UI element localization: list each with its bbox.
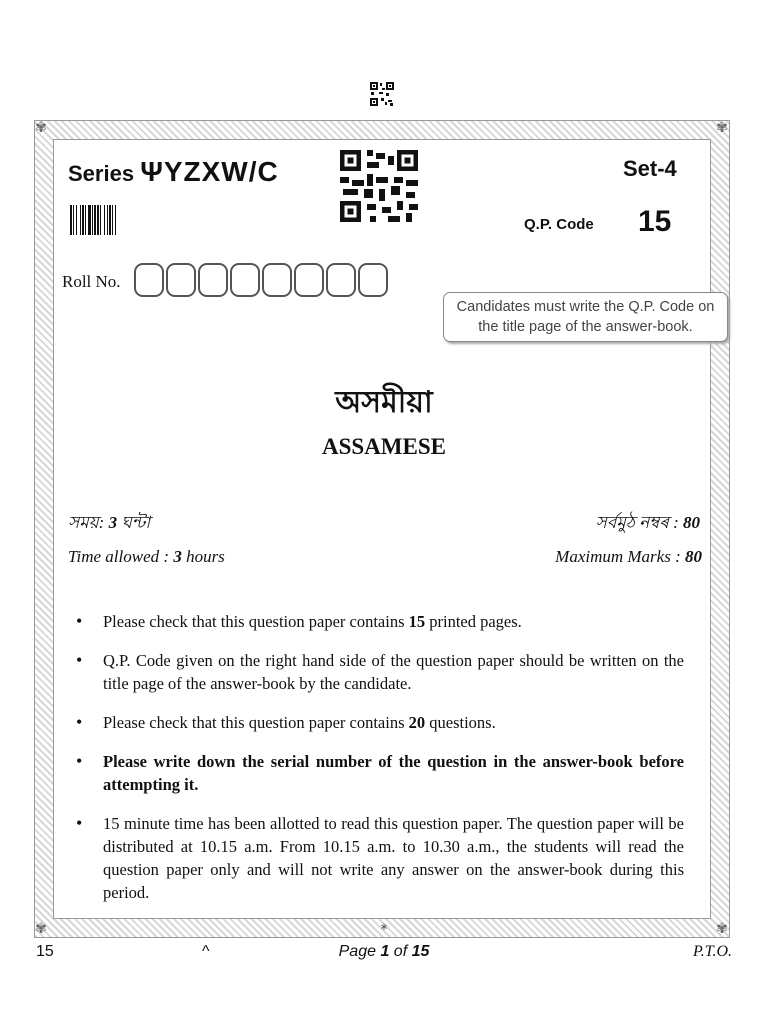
instruction-text: Please check that this question paper contains <box>103 612 409 631</box>
qp-code-value: 15 <box>638 205 672 238</box>
series-word: Series <box>68 161 135 186</box>
instructions-list <box>76 610 684 920</box>
page-number <box>0 943 768 961</box>
max-marks-assamese <box>596 510 700 538</box>
page-current: 1 <box>380 943 390 960</box>
time-assamese-label: সময়: <box>68 513 109 532</box>
list-item <box>76 812 684 904</box>
qp-code-label: Q.P. Code <box>524 216 594 233</box>
time-value: 3 <box>173 547 182 566</box>
instruction-text: Please check that this question paper contains <box>103 713 409 732</box>
instruction-text: printed pages. <box>425 612 522 631</box>
instruction-text: Q.P. Code given on the right hand side of the question paper should be written on the title page of the answer-book by the candidate. <box>103 651 684 693</box>
subject-title-assamese: অসমীয়া <box>335 385 433 420</box>
footer-caret: ^ <box>202 943 210 960</box>
marks-assamese-value: 80 <box>683 513 700 532</box>
list-item <box>76 610 684 633</box>
instruction-page-count: 15 <box>408 612 426 631</box>
roll-number-box[interactable] <box>198 263 228 297</box>
roll-number-boxes <box>134 263 390 297</box>
roll-number-box[interactable] <box>134 263 164 297</box>
flower-ornament-icon: ✾ <box>35 921 47 937</box>
page-of: of <box>389 943 412 960</box>
qp-code-notice: Candidates must write the Q.P. Code on the title page of the answer-book. <box>443 292 728 342</box>
qr-code-icon <box>340 150 418 222</box>
roll-number-box[interactable] <box>294 263 324 297</box>
series-label <box>68 156 279 188</box>
flower-ornament-icon: ✾ <box>35 120 47 136</box>
series-code: ΨYZXW/C <box>140 156 279 187</box>
flower-ornament-icon: ✾ <box>716 921 728 937</box>
list-item <box>76 750 684 796</box>
roll-number-box[interactable] <box>326 263 356 297</box>
end-star: * <box>380 922 388 938</box>
instruction-text-bold: Please write down the serial number of the question in the answer-book before attempting it. <box>103 752 684 794</box>
time-label: Time allowed : <box>68 547 174 566</box>
flower-ornament-icon: ✾ <box>716 120 728 136</box>
marks-value: 80 <box>685 547 702 566</box>
time-assamese-unit: ঘন্টা <box>117 513 151 532</box>
time-allowed <box>68 547 225 567</box>
instruction-text: questions. <box>425 713 496 732</box>
roll-number-box[interactable] <box>262 263 292 297</box>
subject-title-english: ASSAMESE <box>322 434 446 459</box>
roll-number-box[interactable] <box>166 263 196 297</box>
pto-label: P.T.O. <box>693 943 732 960</box>
instruction-text: 15 minute time has been allotted to read this question paper. The question paper will be distributed at 10.15 a.m. From 10.15 a.m. to 10.30 a.m., the students will read the question paper only and will not write any answer on the answer-book during this period. <box>103 814 684 902</box>
qr-code-icon <box>370 82 394 106</box>
max-marks <box>555 547 702 567</box>
roll-number-label: Roll No. <box>62 272 121 291</box>
time-unit: hours <box>181 547 225 566</box>
roll-number-box[interactable] <box>230 263 260 297</box>
list-item <box>76 649 684 695</box>
roll-number-box[interactable] <box>358 263 388 297</box>
list-item <box>76 711 684 734</box>
marks-assamese-label: সৰ্বমুঠ নম্বৰ : <box>595 513 683 532</box>
barcode-icon <box>70 205 136 235</box>
instruction-question-count: 20 <box>408 713 426 732</box>
time-allowed-assamese <box>68 510 150 538</box>
footer-qp-code: 15 <box>36 943 54 960</box>
set-number: Set-4 <box>623 156 677 181</box>
marks-label: Maximum Marks : <box>555 547 685 566</box>
page-total: 15 <box>411 943 430 960</box>
time-assamese-value: 3 <box>108 513 118 532</box>
page-word: Page <box>338 943 381 960</box>
